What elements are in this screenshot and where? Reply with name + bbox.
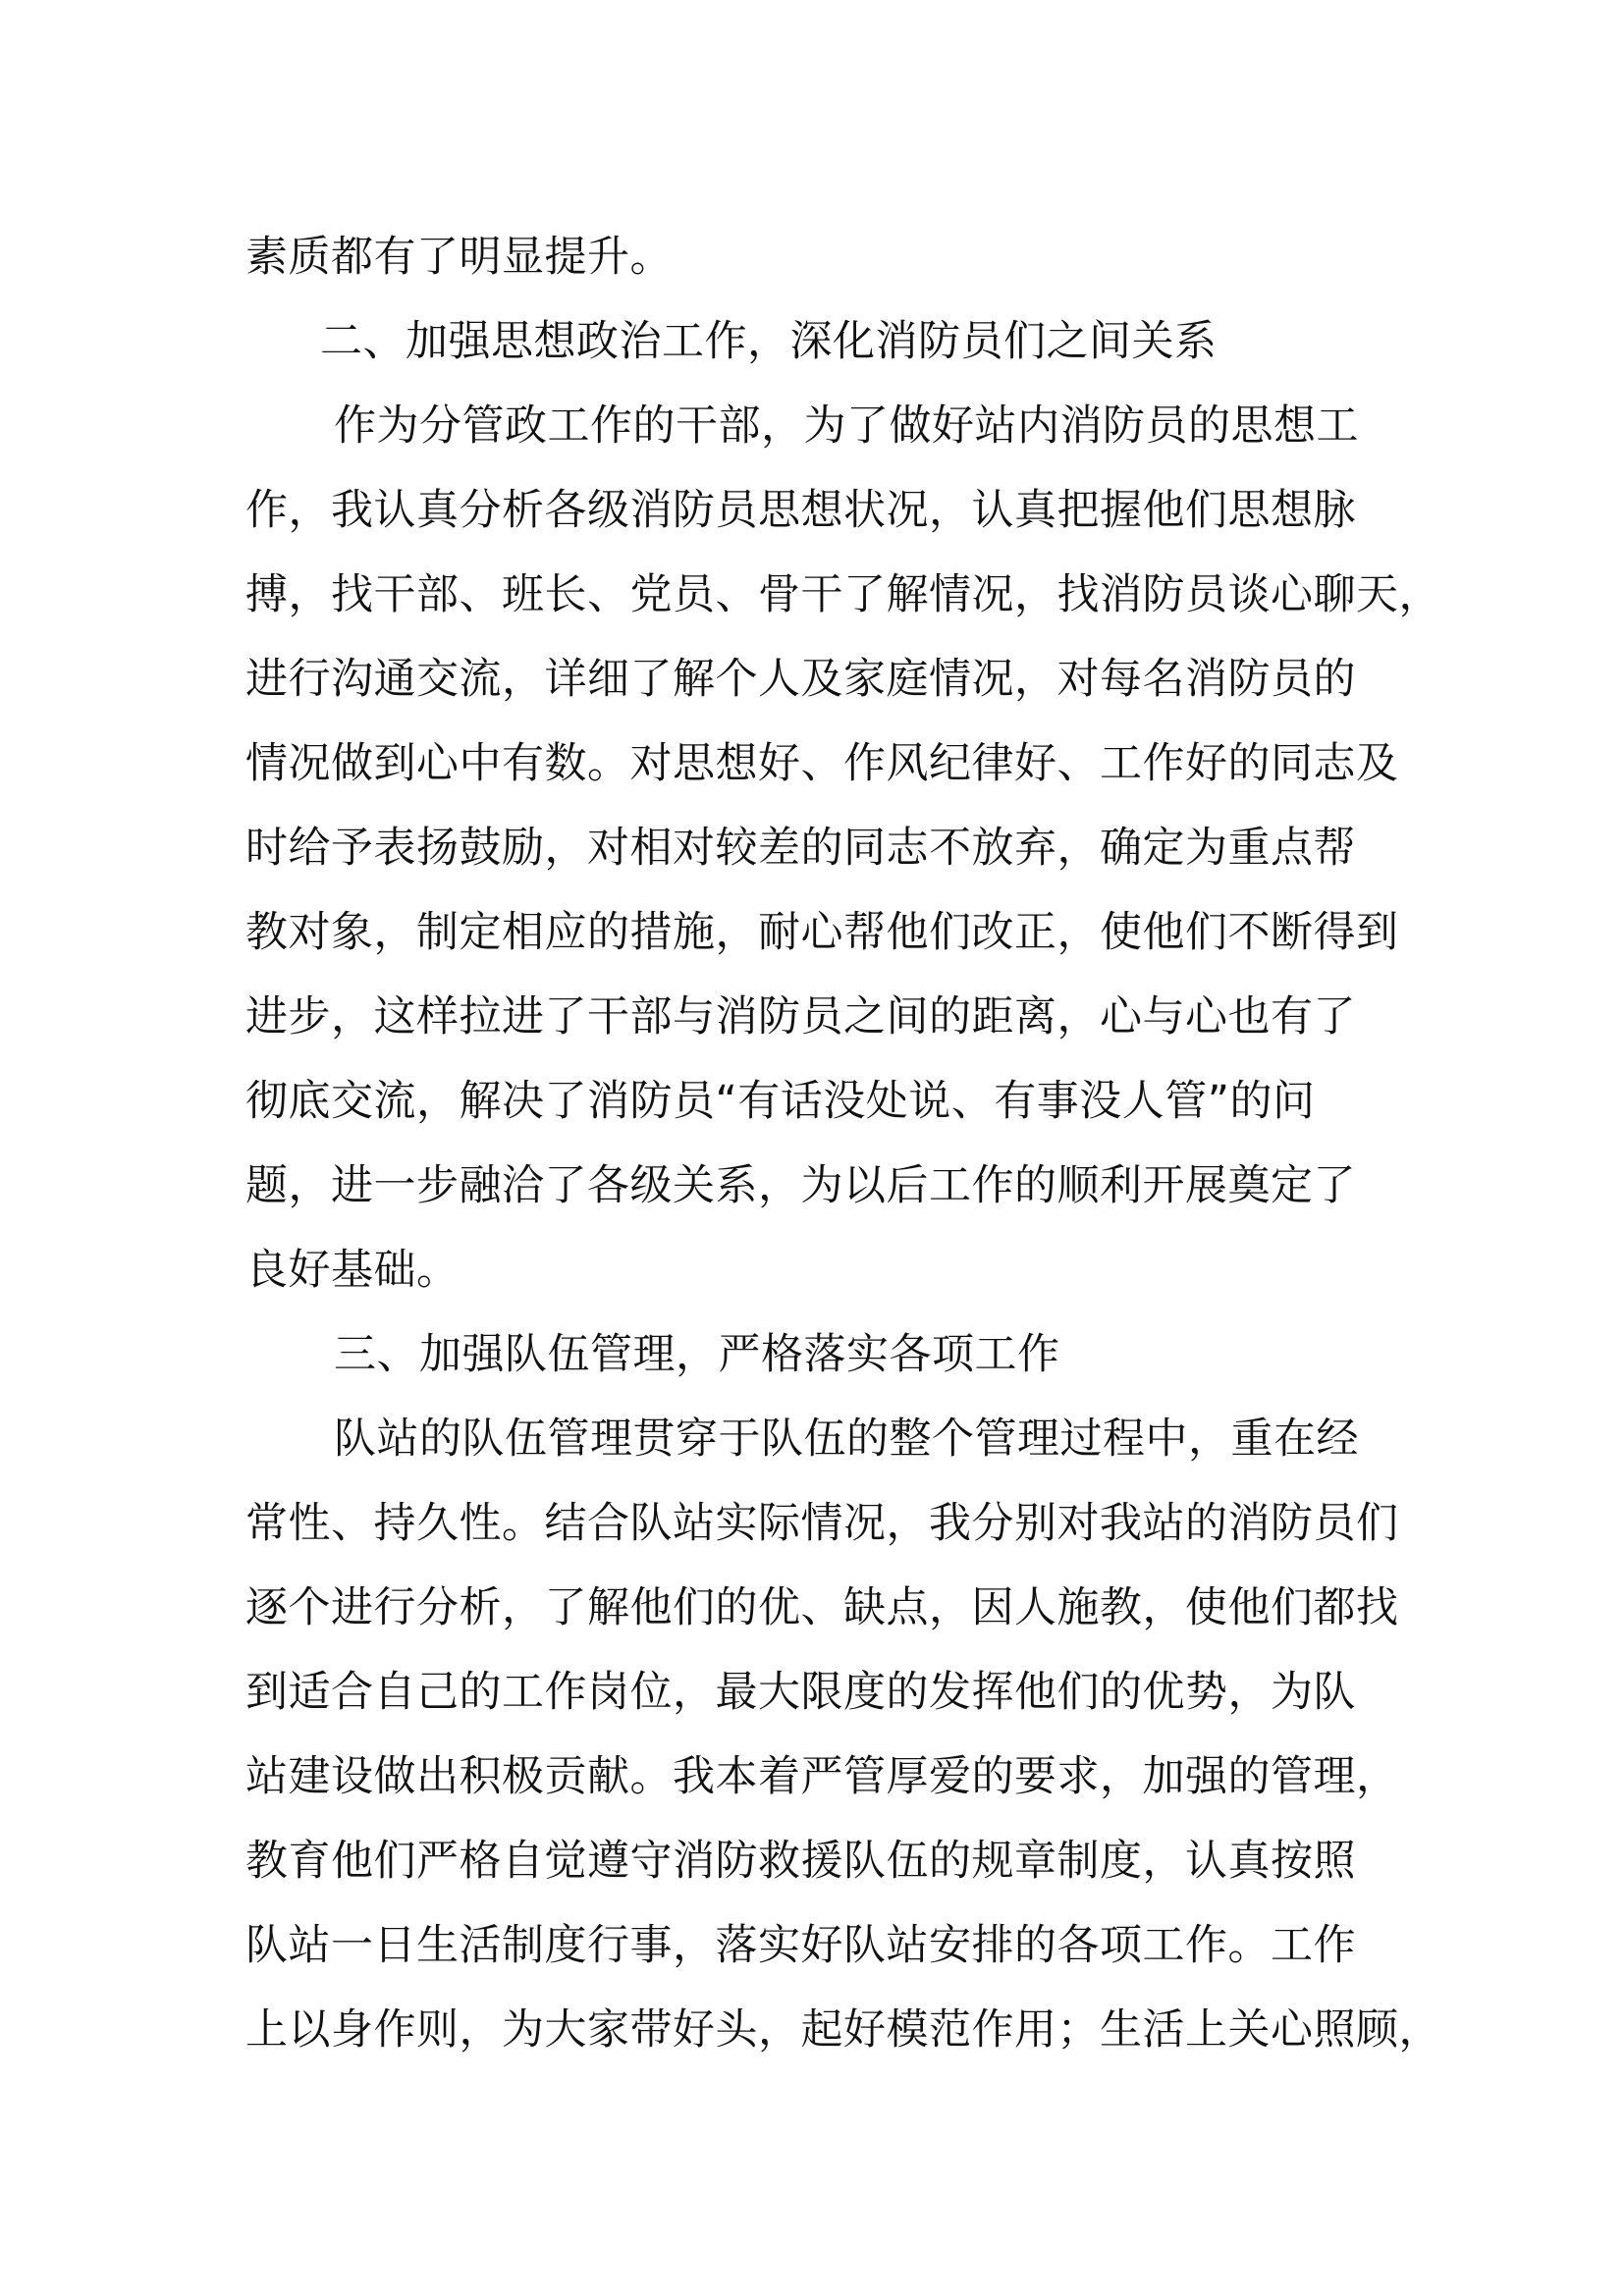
text-line: 作为分管政工作的干部，为了做好站内消防员的思想工 [334, 401, 1359, 451]
text-line: 进步，这样拉进了干部与消防员之间的距离，心与心也有了 [245, 992, 1356, 1041]
text-line: 队站一日生活制度行事，落实好队站安排的各项工作。工作 [245, 1921, 1356, 1970]
text-line: 搏，找干部、班长、党员、骨干了解情况，找消防员谈心聊天， [245, 570, 1441, 619]
text-line: 作，我认真分析各级消防员思想状况，认真把握他们思想脉 [245, 486, 1356, 535]
section-heading: 二、加强思想政治工作，深化消防员们之间关系 [320, 317, 1218, 366]
text-line: 时给予表扬鼓励，对相对较差的同志不放弃，确定为重点帮 [245, 824, 1356, 873]
text-line: 逐个进行分析，了解他们的优、缺点，因人施教，使他们都找 [245, 1583, 1399, 1632]
text-line: 题，进一步融洽了各级关系，为以后工作的顺利开展奠定了 [245, 1161, 1356, 1210]
text-line: 到适合自己的工作岗位，最大限度的发挥他们的优势，为队 [245, 1668, 1356, 1717]
text-line: 进行沟通交流，详细了解个人及家庭情况，对每名消防员的 [245, 655, 1356, 704]
text-line: 队站的队伍管理贯穿于队伍的整个管理过程中，重在经 [334, 1415, 1359, 1464]
section-heading: 三、加强队伍管理，严格落实各项工作 [334, 1330, 1060, 1379]
text-line: 上以身作则，为大家带好头，起好模范作用；生活上关心照顾， [245, 2005, 1441, 2055]
text-line: 素质都有了明显提升。 [245, 233, 673, 282]
text-line: 情况做到心中有数。对思想好、作风纪律好、工作好的同志及 [245, 739, 1399, 788]
text-line: 教对象，制定相应的措施，耐心帮他们改正，使他们不断得到 [245, 908, 1399, 957]
text-line: 站建设做出积极贡献。我本着严管厚爱的要求，加强的管理， [245, 1752, 1399, 1801]
text-line: 常性、持久性。结合队站实际情况，我分别对我站的消防员们 [245, 1499, 1399, 1548]
text-line: 教育他们严格自觉遵守消防救援队伍的规章制度，认真按照 [245, 1837, 1356, 1886]
text-line: 彻底交流，解决了消防员“有话没处说、有事没人管”的问 [245, 1077, 1316, 1126]
text-line: 良好基础。 [245, 1246, 460, 1295]
